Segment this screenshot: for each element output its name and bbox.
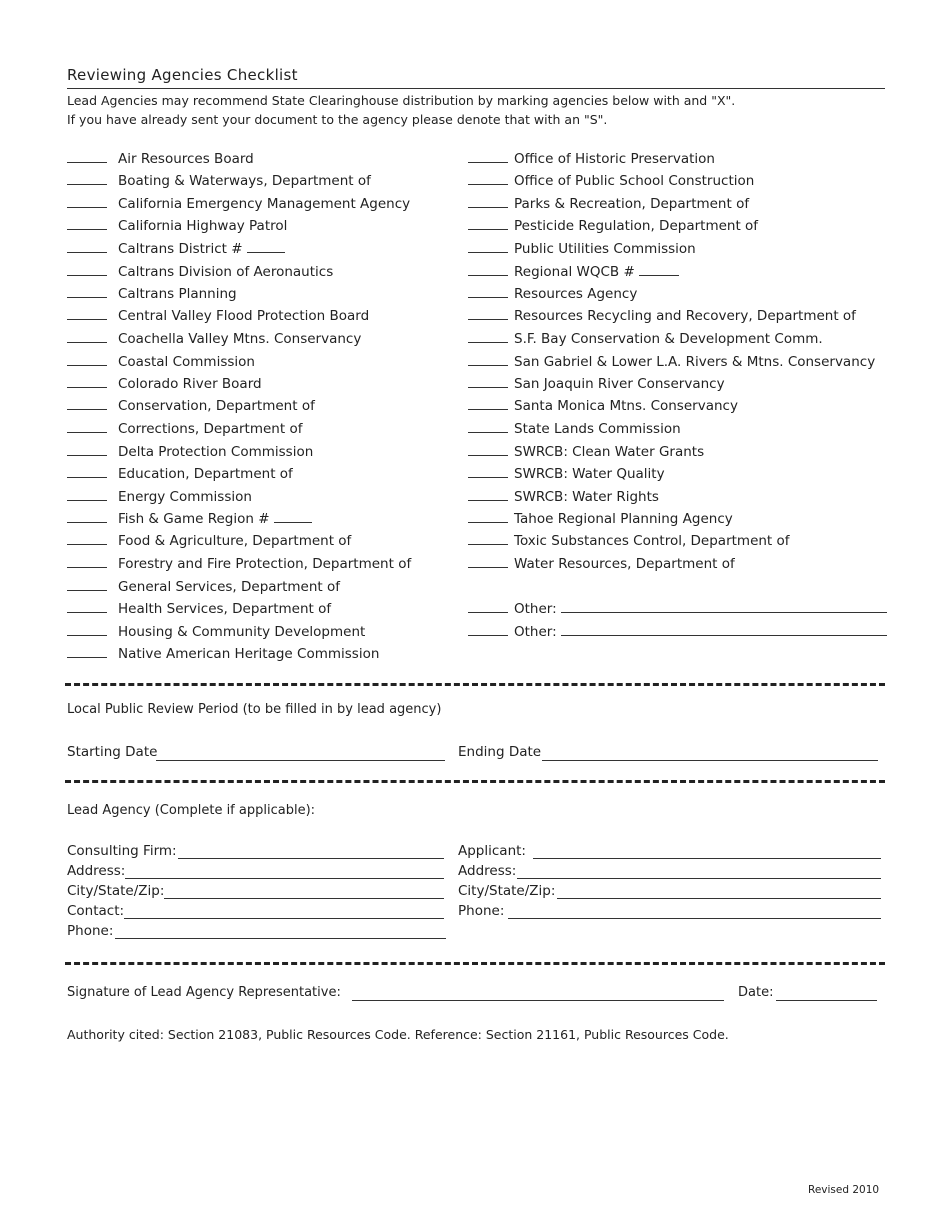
other-row-2: Other:: [468, 618, 887, 640]
list-item: Resources Recycling and Recovery, Department of: [468, 302, 856, 324]
checkbox-blank[interactable]: [468, 544, 508, 545]
list-item: California Emergency Management Agency: [67, 190, 410, 212]
list-item: Native American Heritage Commission: [67, 640, 379, 662]
checkbox-blank[interactable]: [67, 612, 107, 613]
list-item: Coastal Commission: [67, 348, 255, 370]
other-row-1: Other:: [468, 595, 887, 617]
list-item: S.F. Bay Conservation & Development Comm.: [468, 325, 823, 347]
starting-date-label: Starting Date: [67, 744, 158, 760]
page-title: Reviewing Agencies Checklist: [67, 66, 298, 84]
list-item: Toxic Substances Control, Department of: [468, 527, 790, 549]
date-field[interactable]: [776, 1000, 877, 1001]
checkbox-blank[interactable]: [67, 207, 107, 208]
checkbox-blank[interactable]: [67, 590, 107, 591]
contact-field[interactable]: [124, 918, 444, 919]
checkbox-blank[interactable]: [67, 342, 107, 343]
list-item: Forestry and Fire Protection, Department of: [67, 550, 411, 572]
checkbox-blank[interactable]: [468, 365, 508, 366]
list-item: Fish & Game Region #: [67, 505, 312, 527]
section-divider: [65, 683, 885, 686]
checkbox-blank[interactable]: [468, 522, 508, 523]
list-item: Santa Monica Mtns. Conservancy: [468, 392, 738, 414]
list-item: Health Services, Department of: [67, 595, 331, 617]
checkbox-blank[interactable]: [67, 319, 107, 320]
checkbox-blank[interactable]: [67, 162, 107, 163]
ending-date-label: Ending Date: [458, 744, 542, 760]
wqcb-number-field[interactable]: [639, 275, 679, 276]
applicant-address-label: Address:: [458, 863, 517, 879]
list-item: Delta Protection Commission: [67, 438, 313, 460]
checkbox-blank[interactable]: [67, 184, 107, 185]
list-item: State Lands Commission: [468, 415, 681, 437]
checkbox-blank[interactable]: [67, 387, 107, 388]
section-divider: [65, 780, 885, 783]
list-item: Coachella Valley Mtns. Conservancy: [67, 325, 361, 347]
checkbox-blank[interactable]: [468, 252, 508, 253]
checkbox-blank[interactable]: [468, 635, 508, 636]
list-item: Energy Commission: [67, 483, 252, 505]
checkbox-blank[interactable]: [468, 387, 508, 388]
list-item: Caltrans Division of Aeronautics: [67, 258, 333, 280]
checkbox-blank[interactable]: [67, 409, 107, 410]
city-state-zip-label: City/State/Zip:: [67, 883, 165, 899]
list-item: Central Valley Flood Protection Board: [67, 302, 369, 324]
checkbox-blank[interactable]: [67, 275, 107, 276]
checkbox-blank[interactable]: [67, 229, 107, 230]
signature-label: Signature of Lead Agency Representative:: [67, 985, 341, 1000]
checkbox-blank[interactable]: [468, 455, 508, 456]
checkbox-blank[interactable]: [67, 522, 107, 523]
review-period-heading: Local Public Review Period (to be filled in by lead agency): [67, 702, 442, 717]
checkbox-blank[interactable]: [468, 207, 508, 208]
checkbox-blank[interactable]: [468, 500, 508, 501]
list-item: San Joaquin River Conservancy: [468, 370, 725, 392]
checkbox-blank[interactable]: [67, 500, 107, 501]
checkbox-blank[interactable]: [67, 252, 107, 253]
list-item: SWRCB: Water Quality: [468, 460, 665, 482]
checkbox-blank[interactable]: [468, 342, 508, 343]
list-item: General Services, Department of: [67, 573, 340, 595]
checkbox-blank[interactable]: [468, 297, 508, 298]
list-item: Boating & Waterways, Department of: [67, 167, 371, 189]
list-item: Food & Agriculture, Department of: [67, 527, 351, 549]
region-number-field[interactable]: [274, 522, 312, 523]
date-label: Date:: [738, 985, 774, 1000]
checkbox-blank[interactable]: [67, 297, 107, 298]
ending-date-field[interactable]: [542, 760, 878, 761]
list-item: Public Utilities Commission: [468, 235, 696, 257]
list-item: Education, Department of: [67, 460, 293, 482]
applicant-address-field[interactable]: [517, 878, 881, 879]
list-item: Colorado River Board: [67, 370, 262, 392]
list-item: Water Resources, Department of: [468, 550, 735, 572]
phone-field[interactable]: [115, 938, 446, 939]
intro-line-1: Lead Agencies may recommend State Clearinghouse distribution by marking agencies below with and "X".: [67, 93, 736, 108]
list-item: Office of Historic Preservation: [468, 145, 715, 167]
address-field[interactable]: [125, 878, 444, 879]
consulting-firm-field[interactable]: [178, 858, 444, 859]
checkbox-blank[interactable]: [67, 544, 107, 545]
list-item: Housing & Community Development: [67, 618, 365, 640]
list-item: Tahoe Regional Planning Agency: [468, 505, 733, 527]
checkbox-blank[interactable]: [468, 477, 508, 478]
list-item: San Gabriel & Lower L.A. Rivers & Mtns. Conservancy: [468, 348, 875, 370]
section-divider: [65, 962, 885, 965]
checkbox-blank[interactable]: [67, 455, 107, 456]
signature-field[interactable]: [352, 1000, 724, 1001]
checkbox-blank[interactable]: [468, 409, 508, 410]
intro-line-2: If you have already sent your document to the agency please denote that with an "S".: [67, 112, 608, 127]
checkbox-blank[interactable]: [67, 657, 107, 658]
checkbox-blank[interactable]: [468, 229, 508, 230]
applicant-city-state-zip-field[interactable]: [557, 898, 881, 899]
other-field-2[interactable]: [561, 635, 887, 636]
contact-label: Contact:: [67, 903, 125, 919]
applicant-field[interactable]: [533, 858, 881, 859]
list-item: Conservation, Department of: [67, 392, 315, 414]
city-state-zip-field[interactable]: [164, 898, 444, 899]
authority-citation: Authority cited: Section 21083, Public Resources Code. Reference: Section 21161, Public Resources Code.: [67, 1027, 729, 1042]
checkbox-blank[interactable]: [468, 432, 508, 433]
address-label: Address:: [67, 863, 126, 879]
list-item: Caltrans District #: [67, 235, 285, 257]
list-item: SWRCB: Clean Water Grants: [468, 438, 704, 460]
applicant-label: Applicant:: [458, 843, 526, 859]
other-field-1[interactable]: [561, 612, 887, 613]
list-item: Caltrans Planning: [67, 280, 237, 302]
list-item: Corrections, Department of: [67, 415, 302, 437]
checkbox-blank[interactable]: [468, 275, 508, 276]
checkbox-blank[interactable]: [67, 635, 107, 636]
list-item: Resources Agency: [468, 280, 637, 302]
list-item: Pesticide Regulation, Department of: [468, 212, 758, 234]
checkbox-blank[interactable]: [468, 612, 508, 613]
checkbox-blank[interactable]: [67, 432, 107, 433]
checkbox-blank[interactable]: [67, 477, 107, 478]
applicant-phone-field[interactable]: [508, 918, 881, 919]
district-number-field[interactable]: [247, 252, 285, 253]
list-item: Regional WQCB #: [468, 258, 679, 280]
lead-agency-heading: Lead Agency (Complete if applicable):: [67, 803, 316, 818]
applicant-phone-label: Phone:: [458, 903, 505, 919]
list-item: Parks & Recreation, Department of: [468, 190, 749, 212]
phone-label: Phone:: [67, 923, 114, 939]
checkbox-blank[interactable]: [67, 567, 107, 568]
applicant-city-state-zip-label: City/State/Zip:: [458, 883, 556, 899]
starting-date-field[interactable]: [156, 760, 445, 761]
checkbox-blank[interactable]: [468, 319, 508, 320]
title-rule: [67, 88, 885, 89]
checkbox-blank[interactable]: [67, 365, 107, 366]
list-item: Air Resources Board: [67, 145, 254, 167]
checkbox-blank[interactable]: [468, 184, 508, 185]
consulting-firm-label: Consulting Firm:: [67, 843, 177, 859]
list-item: California Highway Patrol: [67, 212, 287, 234]
revised-note: Revised 2010: [808, 1184, 880, 1196]
list-item: SWRCB: Water Rights: [468, 483, 659, 505]
checkbox-blank[interactable]: [468, 162, 508, 163]
list-item: Office of Public School Construction: [468, 167, 754, 189]
checkbox-blank[interactable]: [468, 567, 508, 568]
